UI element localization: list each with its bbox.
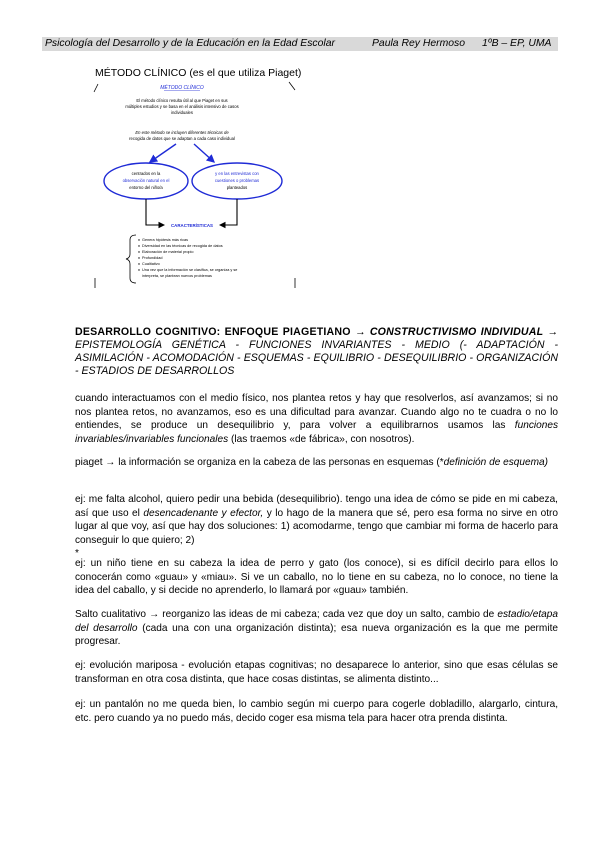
paragraph-7: ej: un pantalón no me queda bien, lo cambio según mi cuerpo para cogerle dobladillo, alargarlo, cintura, etc. pero cuando ya no puedo más, decido coger esa misma tela para hacer otra prenda distinta. bbox=[75, 699, 558, 724]
right-box-line-3: planteados bbox=[226, 185, 248, 190]
corner-mark-left bbox=[94, 84, 98, 92]
left-box-line-1: centrados en la bbox=[131, 171, 161, 176]
connector-right bbox=[220, 199, 237, 225]
right-box-line-2: cuestiones o problemas bbox=[214, 178, 260, 183]
characteristic-item: interpreta, se plantean nuevos problemas bbox=[142, 274, 212, 278]
characteristic-item: Cualitativo bbox=[142, 262, 160, 266]
characteristic-item: Elaboración de material propio bbox=[142, 250, 194, 254]
figure-title: MÉTODO CLÍNICO (es el que utiliza Piaget) bbox=[95, 67, 302, 79]
header-course: Psicología del Desarrollo y de la Educación en la Edad Escolar bbox=[45, 38, 335, 49]
corner-mark-right bbox=[289, 82, 295, 90]
characteristic-item: Una vez que la información se clasifica, se organiza y se bbox=[142, 268, 238, 272]
characteristic-item: Profundidad bbox=[142, 256, 163, 260]
curly-brace bbox=[126, 235, 136, 283]
inner-title: MÉTODO CLÍNICO bbox=[160, 85, 204, 91]
paragraph-2: piaget → la información se organiza en la cabeza de las personas en esquemas (*definición de esquema) bbox=[75, 457, 549, 468]
characteristic-item: Genera hipótesis más ricas bbox=[142, 238, 189, 242]
intro-line-2: múltiples estudios y se basa en el análisis intensivo de casos bbox=[125, 104, 239, 109]
characteristics-list bbox=[142, 238, 237, 278]
arrow-right bbox=[194, 144, 214, 162]
arrow-left bbox=[150, 144, 176, 162]
characteristic-item: Diversidad en las técnicas de recogida de datos bbox=[142, 244, 223, 248]
header-author: Paula Rey Hermoso bbox=[372, 38, 465, 49]
heading-italic: → EPISTEMOLOGÍA GENÉTICA - FUNCIONES INVARIANTES - MEDIO (- ADAPTACIÓN - ASIMILACIÓN - ACOMODACIÓN - ESQUEMAS - EQUILIBRIO - DESEQUILIBRIO - ORGANIZACIÓN - ESTADIOS DE DESARROLLOS bbox=[75, 326, 558, 377]
right-box-line-1: y en las entrevistas con bbox=[215, 171, 259, 176]
desc-line-1: En este método se incluyen diferentes técnicas de bbox=[135, 130, 229, 135]
left-box-line-3: entorno del niño/a bbox=[129, 185, 163, 190]
paragraph-6: ej: evolución mariposa - evolución etapas cognitivas; no desaparece lo anterior, sino que esas células se transforman en otra cosa distinta, que hace cosas distintas, se alimenta distinto... bbox=[75, 660, 558, 685]
paragraph-3: ej: me falta alcohol, quiero pedir una bebida (desequilibrio). tengo una idea de cómo se pide en mi cabeza, así que uso el desencadenante y efector, y lo hago de la manera que sé, pero esa forma no sirve en otro lugar al que voy, así que hay dos soluciones: 1) acomodarme, tengo que cambiar mi forma de hacerlo para conseguir lo que quiero; 2) * bbox=[75, 494, 558, 560]
left-box-line-2: observación natural en el bbox=[122, 178, 170, 183]
intro-line-3: individuales bbox=[171, 110, 193, 115]
page-header bbox=[42, 37, 558, 51]
method-diagram bbox=[92, 78, 302, 292]
paragraph-5: Salto cualitativo → reorganizo las ideas de mi cabeza; cada vez que doy un salto, cambio de estadio/etapa del desarrollo (cada una con una organización distinta); esa nueva organización es la que me permite progresar. bbox=[75, 609, 558, 648]
paragraph-1: cuando interactuamos con el medio físico, nos plantea retos y hay que resolverlos, así avanzamos; si no nos plantea retos, no avanzamos, eso es una dificultad para avanzar. Cuando algo no te cuadra o no lo entiendes, se produce un desequilibrio y, para volver a equilibrarnos usamos las funciones invariables/invariables funcionales (las traemos «de fábrica», con nosotros). bbox=[75, 393, 558, 445]
heading-bold-italic: CONSTRUCTIVISMO INDIVIDUAL bbox=[369, 326, 544, 338]
connector-left bbox=[146, 199, 164, 225]
desc-line-2: recogida de datos que se adaptan a cada caso individual bbox=[129, 136, 235, 141]
characteristics-label: CARACTERÍSTICAS bbox=[171, 223, 213, 228]
paragraph-4: ej: un niño tiene en su cabeza la idea de perro y gato (los conoce), si es difícil decirlo para ellos lo conocerán como «guau» y «miau». Si ve un caballo, no lo tiene en su cabeza, no lo conoce, no tiene la idea del caballo, y si decide no aprenderlo, lo llamará por «guau» también. bbox=[75, 558, 558, 597]
intro-line-1: El método clínico resulta útil al que Piaget en sus bbox=[136, 98, 228, 103]
section-heading bbox=[75, 326, 558, 378]
heading-bold: DESARROLLO COGNITIVO: ENFOQUE PIAGETIANO → bbox=[75, 326, 366, 338]
header-group: 1ºB – EP, UMA bbox=[482, 38, 552, 49]
